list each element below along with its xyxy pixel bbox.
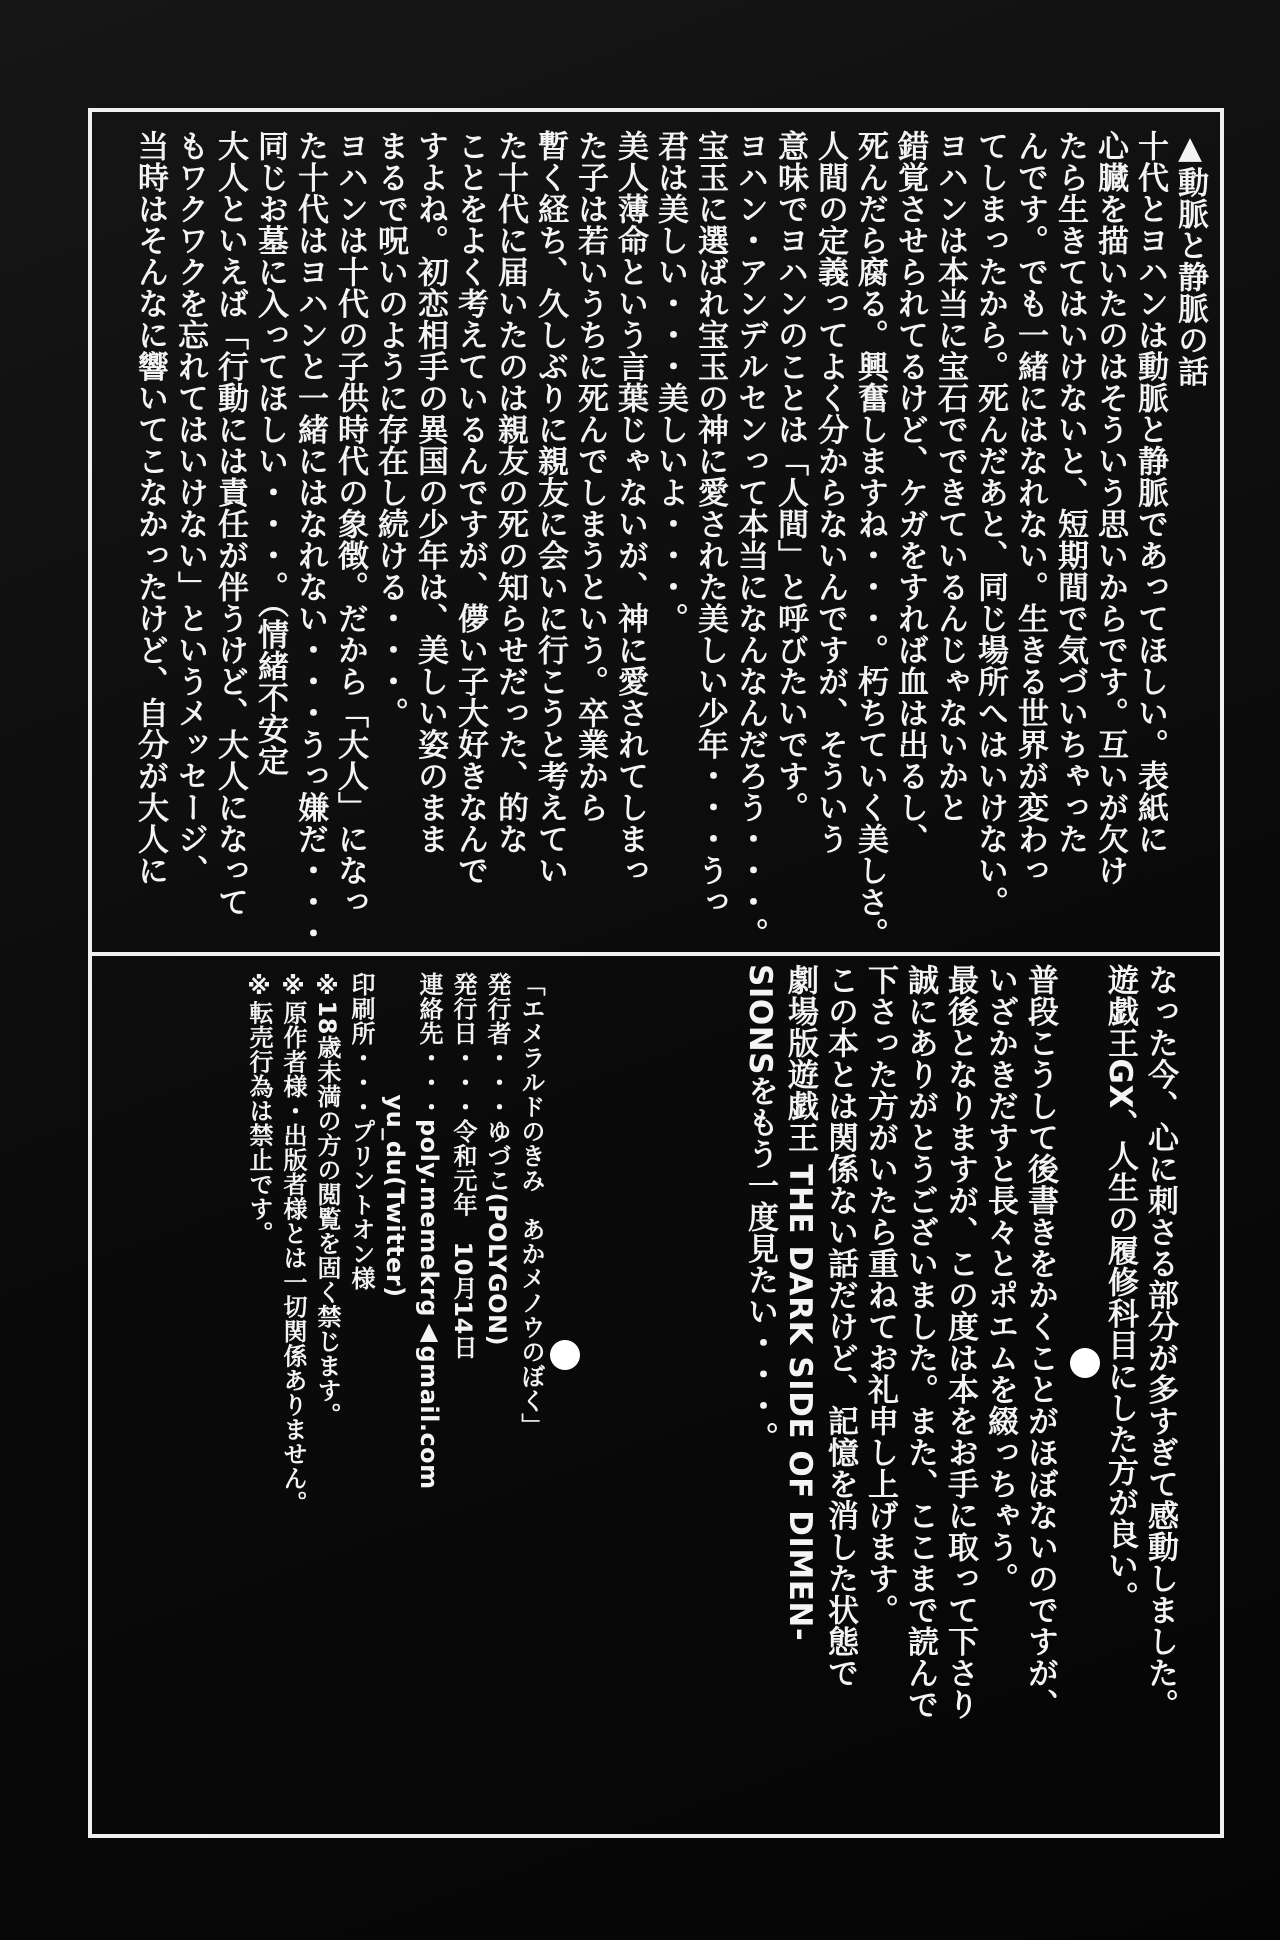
frame-divider [92, 952, 1220, 956]
afterword-closing-text: なった今、心に刺さる部分が多すぎて感動しました。 遊戯王GX、人生の履修科目にした方が良い。 普段こうして後書きをかくことがほぼないのですが、 いざかきだすと長々とポエムを綴っちゃう。 最後となりますが、この度は本をお手に取って下さり 誠にありがとうございました。また、ここまで読んで 下さった方がいたら重ねてお礼申し上げます。 この本とは関係ない話だけど、記憶を消した状態で 劇場版遊戯王 THE DARK SIDE OF DIMEN- SIONSをもう一度見たい・・・。 [742, 964, 1178, 1720]
binding-hole-left [550, 1340, 580, 1370]
text-frame [88, 108, 1224, 1838]
binding-hole-right [1070, 1348, 1100, 1378]
colophon: 「エメラルドのきみ あかメノウのぼく」 発行者・・・ゆづこ(POLYGON) 発行日・・・令和元年 10月14日 連絡先・・・poly.memekrg▲gmail.com yu_du(Twitter) 印刷所・・・プリントオン様 ※18歳未満の方の閲覧を固く禁じます。 ※原作者様・出版者様とは一切関係ありません。 ※転売行為は禁止です。 [245, 972, 545, 1515]
afterword-main-text: ▲動脈と静脈の話 十代とヨハンは動脈と静脈であってほしい。表紙に 心臓を描いたのはそういう思いからです。互いが欠け たら生きてはいけないと、短期間で気づいちゃった んです。でも一緒にはなれない。生きる世界が変わっ てしまったから。死んだあと、同じ場所へはいけない。 ヨハンは本当に宝石でできているんじゃないかと 錯覚させられてるけど、ケガをすれば血は出るし、 死んだら腐る。興奮しますね・・・。朽ちていく美しさ。 人間の定義ってよく分からないんですが、そういう 意味でヨハンのことは「人間」と呼びたいです。 ヨハン・アンデルセンって本当になんなんだろう・・・。 宝玉に選ばれ宝玉の神に愛された美しい少年・・・うっ 君は美しい・・・美しいよ・・・。 美人薄命という言葉じゃないが、神に愛されてしまっ た子は若いうちに死んでしまうという。卒業から 暫く経ち、久しぶりに親友に会いに行こうと考えてい た十代に届いたのは親友の死の知らせだった、的な ことをよく考えているんですが、儚い子大好きなんで すよね。初恋相手の異国の少年は、美しい姿のまま まるで呪いのように存在し続ける・・・。 ヨハンは十代の子供時代の象徴。だから「大人」になっ た十代はヨハンと一緒にはなれない・・・うっ嫌だ・・・ 同じお墓に入ってほしい・・・。（情緒不安定 大人といえば「行動には責任が伴うけど、大人になって もワクワクを忘れてはいけない」というメッセージ、 当時はそんなに響いてこなかったけど、自分が大人に [132, 130, 1208, 949]
